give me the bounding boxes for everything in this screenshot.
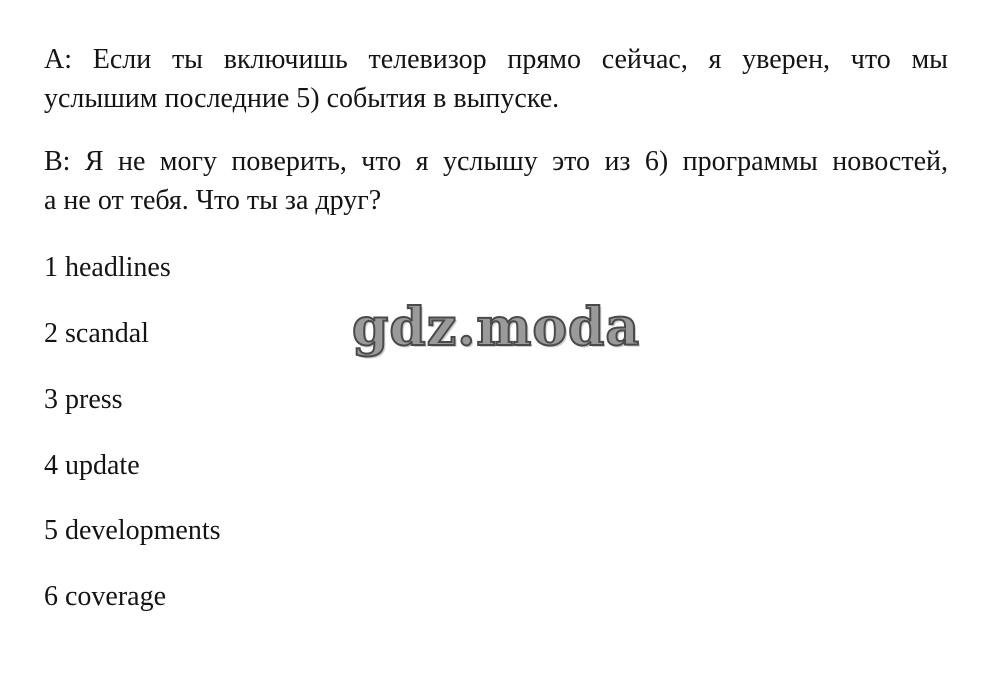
answer-item-3: 3 press — [44, 384, 123, 415]
dialogue-line-b — [44, 142, 948, 220]
watermark-logo: gdz.moda — [352, 297, 641, 358]
dialogue-a-line-2: услышим последние 5) события в выпуске. — [44, 83, 560, 114]
answer-item-6: 6 coverage — [44, 581, 167, 612]
dialogue-a-line-1: A: Если ты включишь телевизор прямо сейчас, я уверен, что мы — [44, 44, 948, 75]
answer-item-5: 5 developments — [44, 515, 221, 546]
answer-item-4: 4 update — [44, 450, 140, 481]
dialogue-b-line-2: а не от тебя. Что ты за друг? — [44, 185, 382, 216]
answer-item-2: 2 scandal — [44, 318, 149, 349]
dialogue-b-line-1: B: Я не могу поверить, что я услышу это из 6) программы новостей, — [44, 146, 948, 177]
answer-item-1: 1 headlines — [44, 252, 171, 283]
dialogue-line-a — [44, 40, 948, 118]
